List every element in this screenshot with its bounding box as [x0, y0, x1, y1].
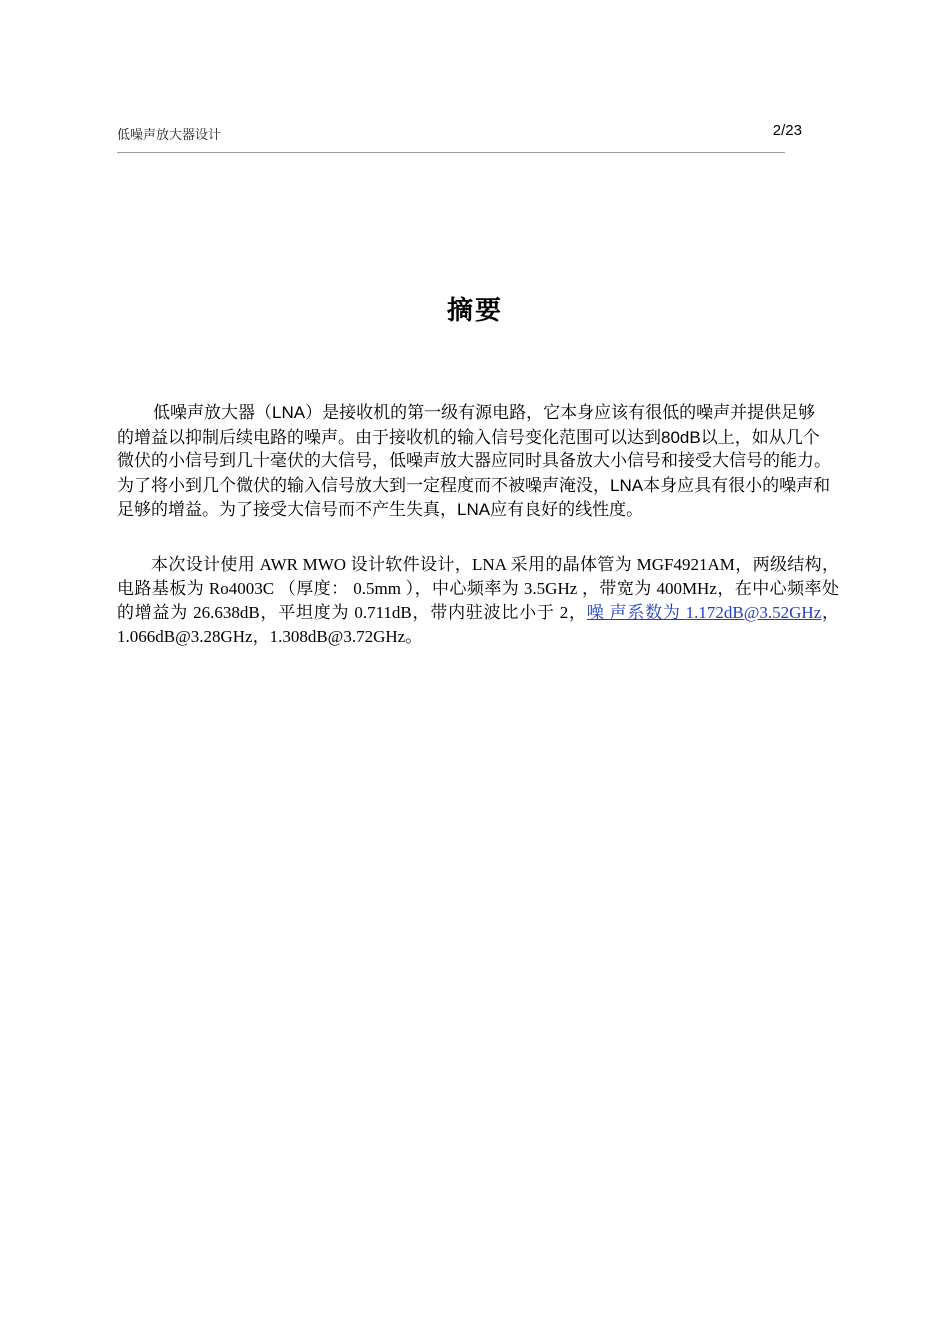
page-number: 2/23	[772, 122, 802, 139]
noise-figure-link[interactable]: 噪 声系数为 1.172dB@3.52GHz	[586, 603, 822, 622]
abstract-paragraph-1	[117, 401, 832, 523]
para1-text-8: LNA	[457, 500, 491, 519]
para1-text-2: LNA	[272, 403, 306, 422]
abstract-paragraph-2	[117, 553, 839, 649]
para1-text-3: ）是接收机的第一级有源电路，它本身应该有很低的噪声并提供足够的增益以抑制后续电路的噪声。由于接收机的输入信号变化范围可以达到	[117, 403, 816, 448]
para1-text-9: 应有良好的线性度。	[490, 500, 644, 520]
para2-text-before: 本次设计使用 AWR MWO 设计软件设计，LNA 采用的晶体管为 MGF4921AM，两级结构，电路基板为 Ro4003C （厚度： 0.5mm ），中心频率为 3.5GHz ，带宽为 400MHz，在中心频率处的增益为 26.638dB，平坦度为 0.711dB，带内驻波比小于 2，	[117, 555, 839, 622]
para1-text-5: 以上，如从几个微伏的小信号到几十毫伏的大信号，低噪声放大器应同时具备放大小信号和接受大信号的能力。为了将小到几个微伏的输入信号放大到一定程度而不被噪声淹没，	[117, 427, 831, 496]
abstract-title: 摘要	[446, 296, 503, 326]
page-header	[117, 122, 802, 153]
header-title: 低噪声放大器设计	[117, 128, 222, 143]
para1-text-6: LNA	[610, 475, 644, 495]
para1-text-1: 低噪声放大器（	[153, 403, 272, 423]
para1-text-4: 80dB	[661, 427, 701, 447]
para1-text-7: 本身应具有很小的噪声和足够的增益。为了接受大信号而不产生失真，	[117, 475, 831, 520]
para2-text-after: ，1.066dB@3.28GHz，1.308dB@3.72GHz。	[117, 603, 840, 646]
